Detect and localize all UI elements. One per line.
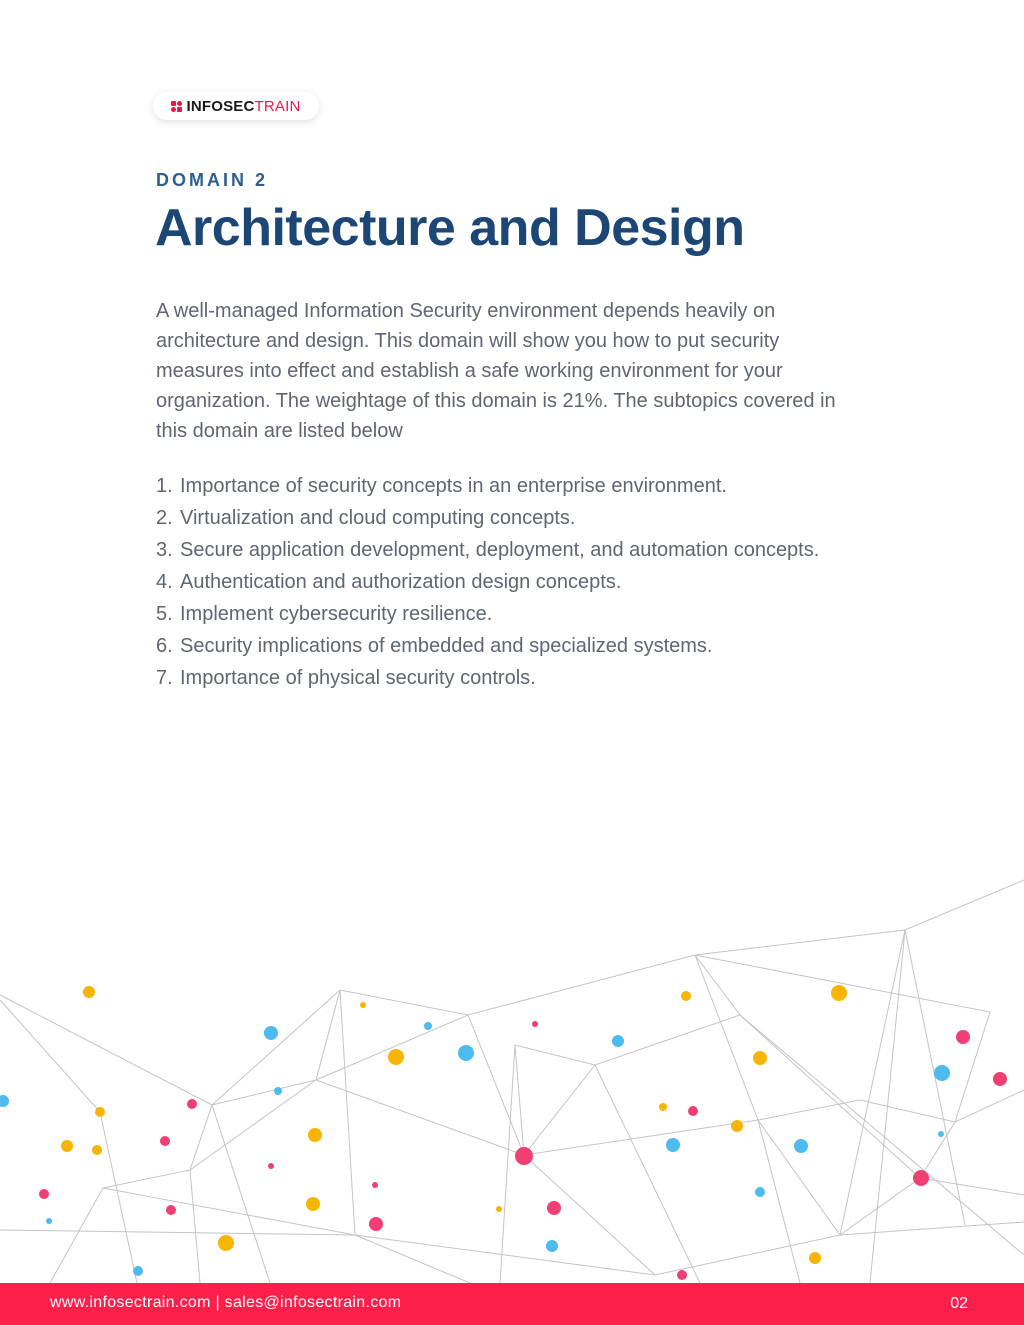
list-item-number: 7. [156, 667, 173, 689]
footer-contact[interactable]: www.infosectrain.com | sales@infosectrain.com [50, 1294, 402, 1311]
page-number: 02 [950, 1295, 968, 1312]
list-item-number: 2. [156, 507, 173, 529]
list-item-number: 1. [156, 475, 173, 497]
list-item-text: Authentication and authorization design concepts. [180, 571, 622, 593]
list-item-number: 6. [156, 635, 173, 657]
list-item-number: 4. [156, 571, 173, 593]
list-item [156, 662, 856, 694]
brand-logo [153, 92, 319, 120]
list-item [156, 598, 856, 630]
list-item-number: 5. [156, 603, 173, 625]
page-title: Architecture and Design [155, 199, 745, 257]
list-item-text: Implement cybersecurity resilience. [180, 603, 493, 625]
list-item-text: Security implications of embedded and specialized systems. [180, 635, 713, 657]
list-item-text: Importance of security concepts in an enterprise environment. [180, 475, 727, 497]
brand-name [186, 98, 300, 115]
list-item-number: 3. [156, 539, 173, 561]
brand-name-part2: TRAIN [254, 97, 301, 115]
list-item-text: Secure application development, deployment, and automation concepts. [180, 539, 820, 561]
list-item [156, 502, 856, 534]
list-item [156, 566, 856, 598]
intro-paragraph: A well-managed Information Security environment depends heavily on architecture and design. This domain will show you how to put security measures into effect and establish a safe working environment for your organization. The weightage of this domain is 21%. The subtopics covered in this domain are listed below [156, 300, 836, 442]
network-decoration [0, 870, 1024, 1283]
topic-list [156, 470, 856, 694]
logo-mark-icon [171, 101, 182, 112]
list-item [156, 534, 856, 566]
domain-label: DOMAIN 2 [156, 170, 269, 190]
footer-bar [0, 1283, 1024, 1325]
list-item-text: Importance of physical security controls. [180, 667, 536, 689]
list-item [156, 630, 856, 662]
list-item [156, 470, 856, 502]
list-item-text: Virtualization and cloud computing concepts. [180, 507, 576, 529]
brand-name-part1: INFOSEC [186, 97, 255, 115]
